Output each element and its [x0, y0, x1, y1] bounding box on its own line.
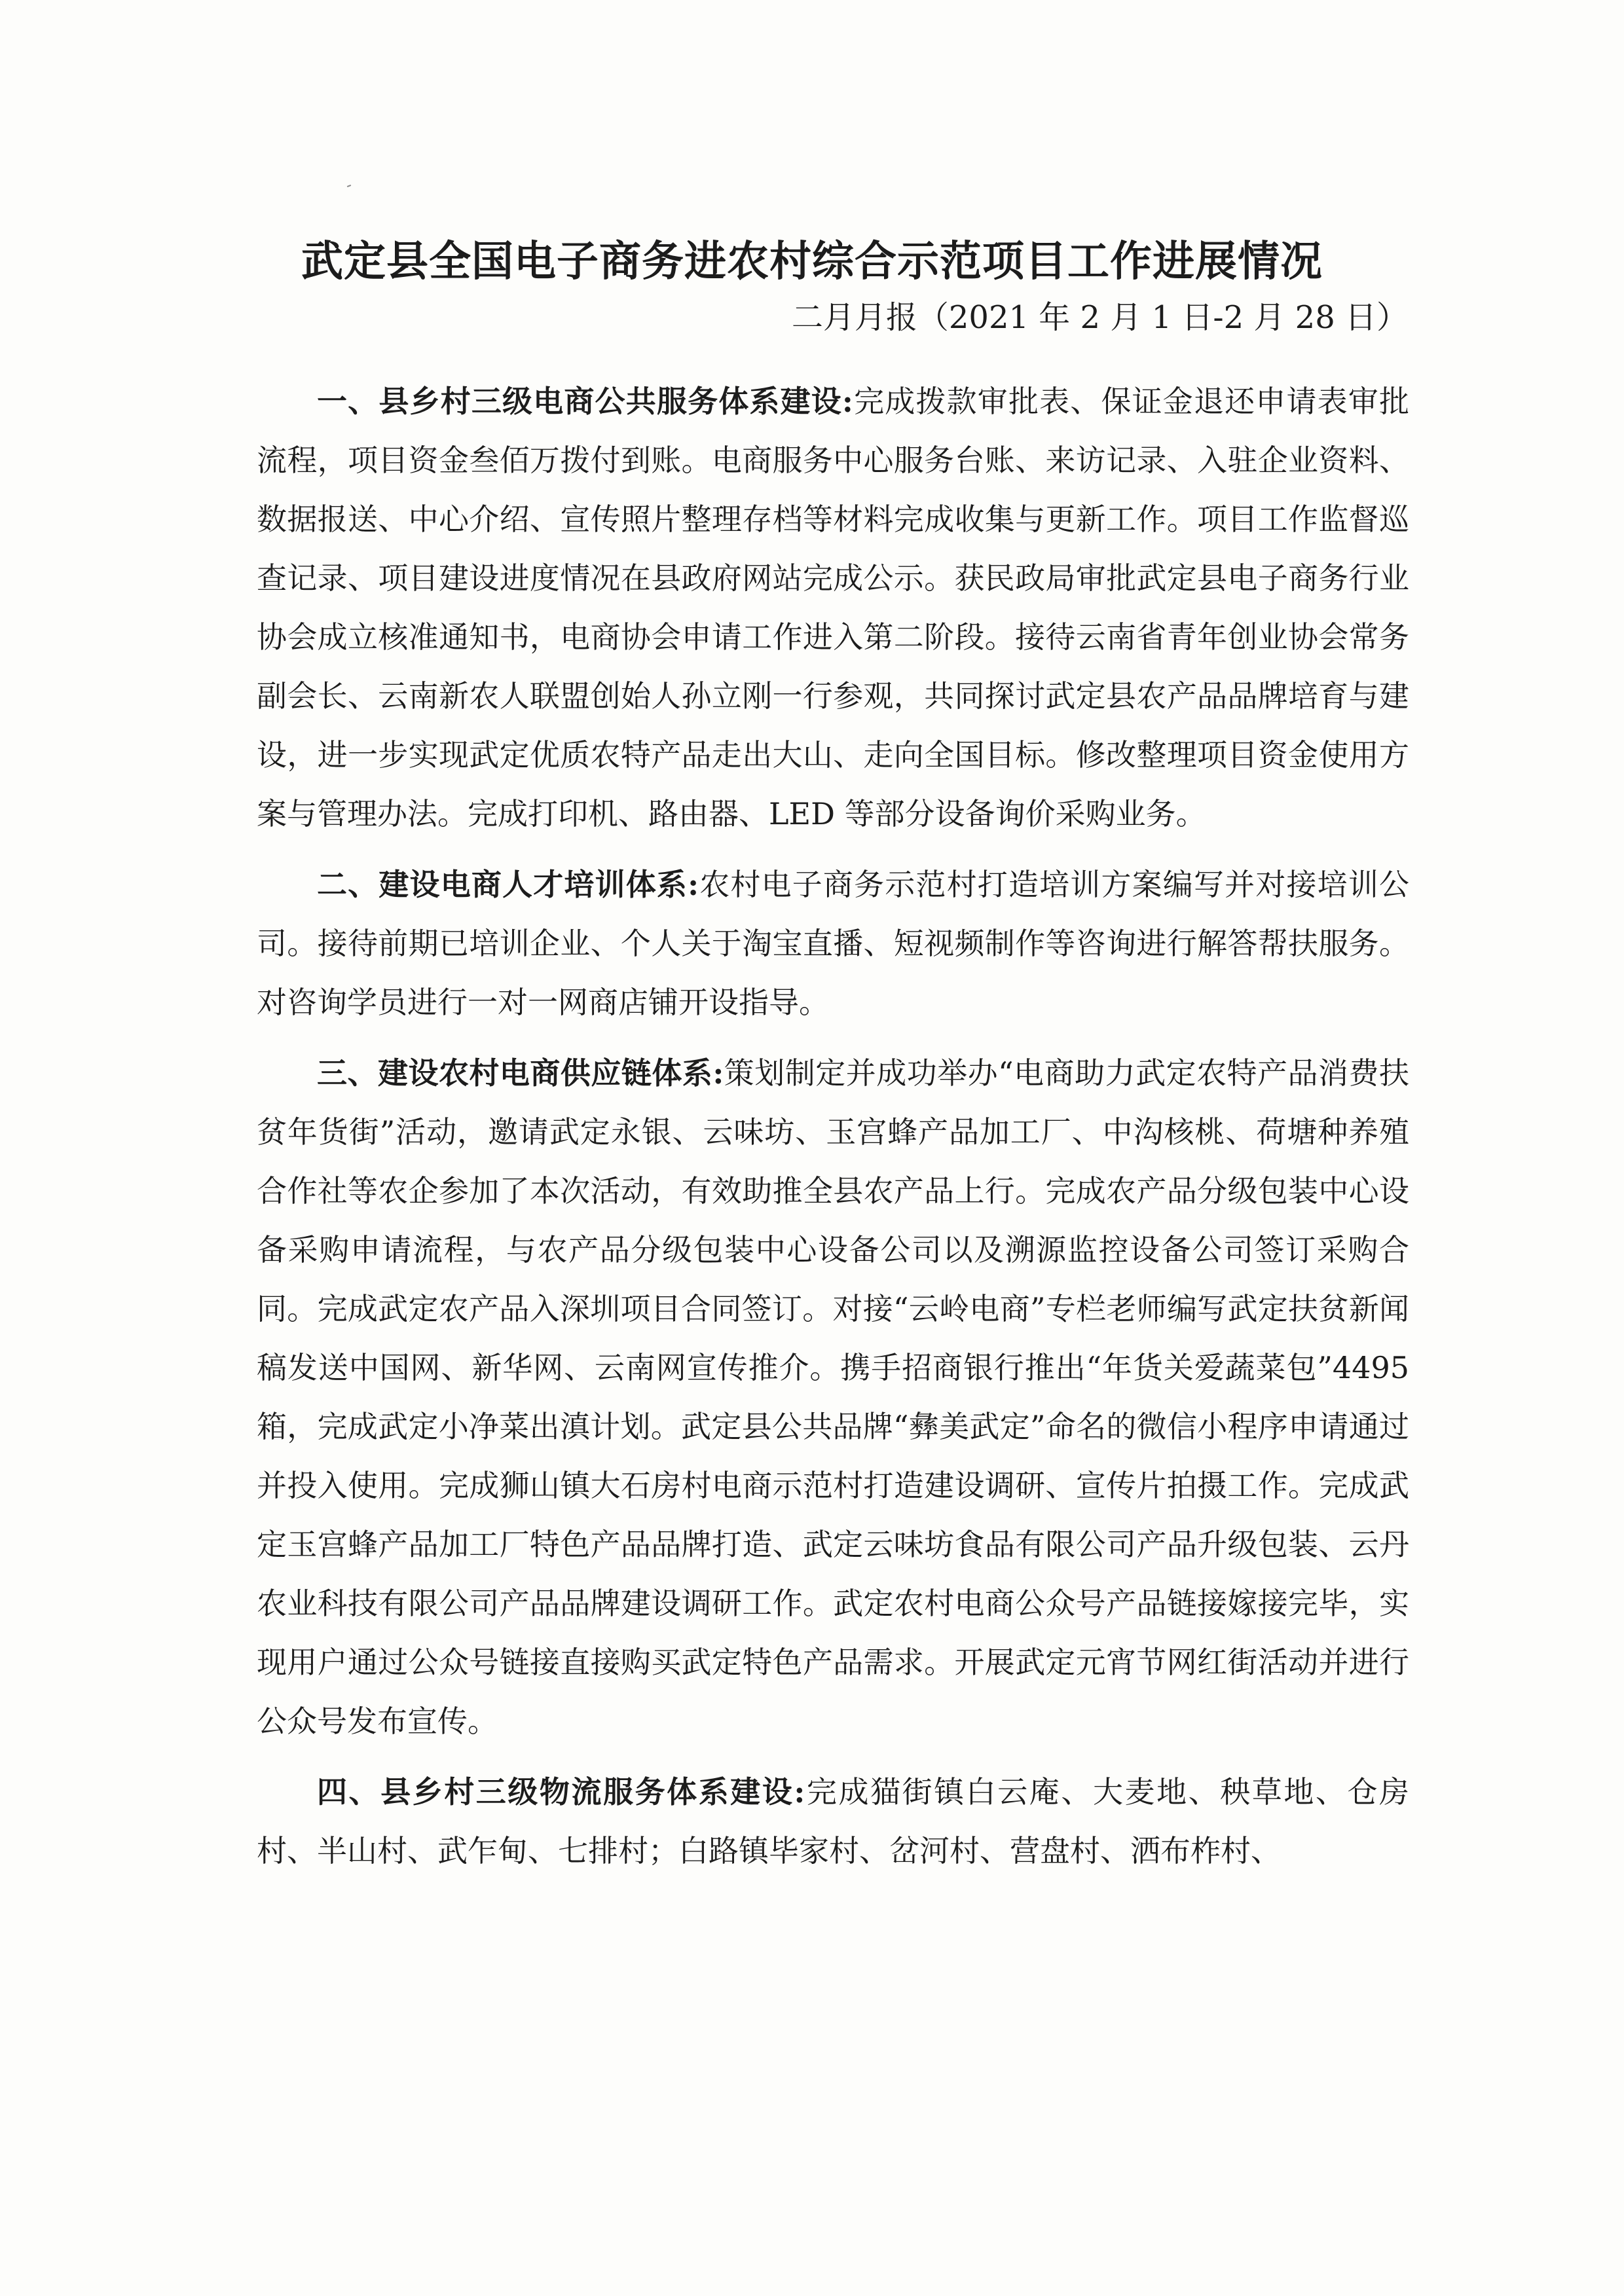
section-1-text: 完成拨款审批表、保证金退还申请表审批流程，项目资金叁佰万拨付到账。电商服务中心服务台账、来访记录、入驻企业资料、数据报送、中心介绍、宣传照片整理存档等材料完成收集与更新工作。项目工作监督巡查记录、项目建设进度情况在县政府网站完成公示。获民政局审批武定县电子商务行业协会成立核准通知书，电商协会申请工作进入第二阶段。接待云南省青年创业协会常务副会长、云南新农人联盟创始人孙立刚一行参观，共同探讨武定县农产品品牌培育与建设，进一步实现武定优质农特产品走出大山、走向全国目标。修改整理项目资金使用方案与管理办法。完成打印机、路由器、LED 等部分设备询价采购业务。 [257, 384, 1409, 831]
section-3-heading: 三、建设农村电商供应链体系: [317, 1055, 724, 1091]
scan-speck [347, 185, 351, 187]
section-4-heading: 四、县乡村三级物流服务体系建设: [317, 1774, 805, 1810]
section-4 [257, 1762, 1409, 1880]
document-body [257, 372, 1409, 1892]
document-subtitle: 二月月报（2021 年 2 月 1 日-2 月 28 日） [791, 299, 1408, 336]
section-1 [257, 372, 1409, 843]
document-title: 武定县全国电子商务进农村综合示范项目工作进展情况 [301, 237, 1323, 286]
section-2-heading: 二、建设电商人才培训体系: [317, 867, 699, 902]
section-3-text: 策划制定并成功举办“电商助力武定农特产品消费扶贫年货街”活动，邀请武定永银、云味坊、玉宫蜂产品加工厂、中沟核桃、荷塘种养殖合作社等农企参加了本次活动，有效助推全县农产品上行。完成农产品分级包装中心设备采购申请流程，与农产品分级包装中心设备公司以及溯源监控设备公司签订采购合同。完成武定农产品入深圳项目合同签订。对接“云岭电商”专栏老师编写武定扶贫新闻稿发送中国网、新华网、云南网宣传推介。携手招商银行推出“年货关爱蔬菜包”4495 箱，完成武定小净菜出滇计划。武定县公共品牌“彝美武定”命名的微信小程序申请通过并投入使用。完成狮山镇大石房村电商示范村打造建设调研、宣传片拍摄工作。完成武定玉宫蜂产品加工厂特色产品品牌打造、武定云味坊食品有限公司产品升级包装、云丹农业科技有限公司产品品牌建设调研工作。武定农村电商公众号产品链接嫁接完毕，实现用户通过公众号链接直接购买武定特色产品需求。开展武定元宵节网红街活动并进行公众号发布宣传。 [257, 1055, 1409, 1739]
section-2-text: 农村电子商务示范村打造培训方案编写并对接培训公司。接待前期已培训企业、个人关于淘宝直播、短视频制作等咨询进行解答帮扶服务。对咨询学员进行一对一网商店铺开设指导。 [257, 867, 1409, 1020]
section-3 [257, 1044, 1409, 1751]
section-2 [257, 855, 1409, 1032]
section-1-heading: 一、县乡村三级电商公共服务体系建设: [317, 384, 853, 419]
section-4-text: 完成猫街镇白云庵、大麦地、秧草地、仓房村、半山村、武乍甸、七排村；白路镇毕家村、岔河村、营盘村、洒布柞村、 [257, 1774, 1410, 1868]
